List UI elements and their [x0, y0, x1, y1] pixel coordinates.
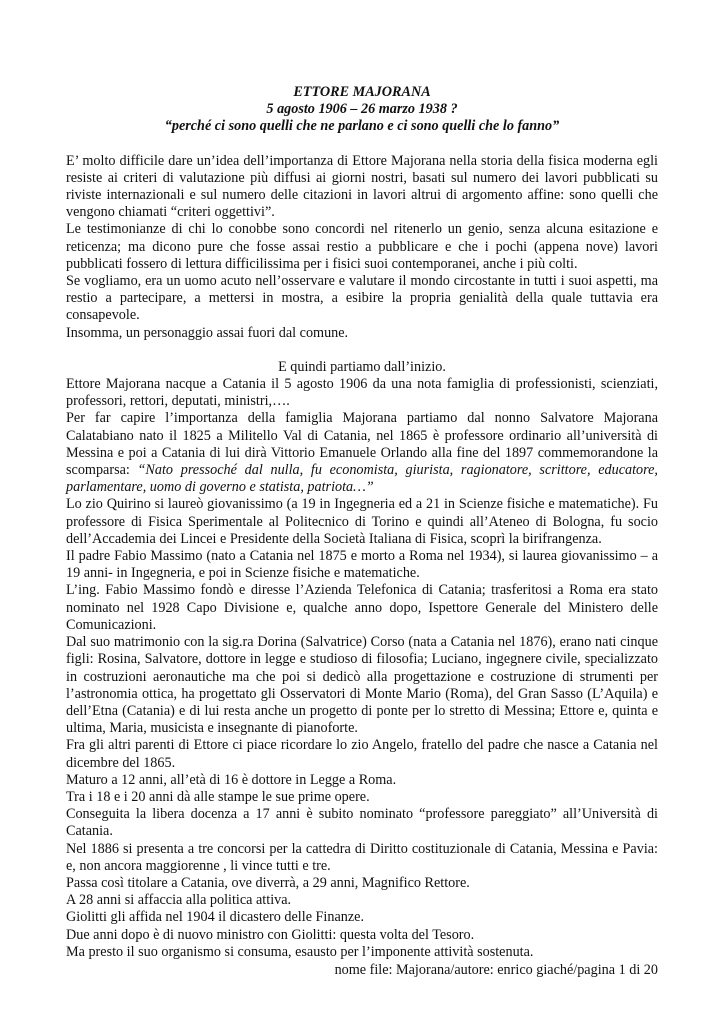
intro-paragraph: Se vogliamo, era un uomo acuto nell’osservare e valutare il mondo circostante in tutti i suoi aspetti, ma restio a partecipare, a mettersi in mostra, a esibire la propria genialità della quale tuttavia era consapevole.: [66, 273, 658, 324]
document-title: ETTORE MAJORANA: [293, 84, 431, 100]
body-text: Per far capire l’importanza della famiglia Majorana partiamo dal nonno Salvatore Majorana Calatabiano nato il 1825 a Militello Val di Catania, nel 1865 è professore ordinario all’università di Messina e poi a Catania di lui dirà Vittorio Emanuele Orlando alla fine del 1897 commemorandone la scomparsa:: [66, 410, 658, 479]
spacer: [66, 136, 658, 153]
body-paragraph: [66, 410, 658, 496]
spacer: [66, 342, 658, 359]
body-paragraph: Tra i 18 e i 20 anni dà alle stampe le sue prime opere.: [66, 788, 370, 805]
body-paragraph: Il padre Fabio Massimo (nato a Catania nel 1875 e morto a Roma nel 1934), si laurea giovanissimo – a 19 anni- in Ingegneria, e poi in Scienze fisiche e matematiche.: [66, 548, 658, 582]
document-page: [66, 84, 658, 961]
orlando-quote: “Nato pressoché dal nulla, fu economista, giurista, ragionatore, scrittore, educatore, parlamentare, uomo di governo e statista, patriota…”: [66, 462, 658, 496]
body-paragraph: Lo zio Quirino si laureò giovanissimo (a 19 in Ingegneria ed a 21 in Scienze fisiche e matematiche). Fu professore di Fisica Sperimentale al Politecnico di Torino e quindi all’Ateneo di Bologna, fu socio dell’Accademia dei Lincei e Presidente della Società Italiana di Fisica, scoprì la birifrangenza.: [66, 496, 658, 547]
body-paragraph: Giolitti gli affida nel 1904 il dicastero delle Finanze.: [66, 909, 364, 926]
intro-paragraph: E’ molto difficile dare un’idea dell’importanza di Ettore Majorana nella storia della fisica moderna egli resiste ai criteri di valutazione più diffusi ai giorni nostri, basati sul numero dei lavori pubblicati su riviste internazionali e sul numero delle citazioni in lavori altrui di argomento affine: sono quelli che vengono chiamati “criteri oggettivi”.: [66, 152, 658, 221]
body-paragraph: Conseguita la libera docenza a 17 anni è subito nominato “professore pareggiato” all’Università di Catania.: [66, 806, 658, 840]
body-paragraph: Ma presto il suo organismo si consuma, esausto per l’imponente attività sostenuta.: [66, 943, 534, 960]
page-footer: nome file: Majorana/autore: enrico giaché/pagina 1 di 20: [334, 962, 658, 978]
title-block: [66, 84, 658, 136]
title-dates: 5 agosto 1906 – 26 marzo 1938 ?: [266, 101, 458, 118]
body-paragraph: A 28 anni si affaccia alla politica attiva.: [66, 892, 292, 909]
body-paragraph: Nel 1886 si presenta a tre concorsi per la cattedra di Diritto costituzionale di Catania, Messina e Pavia: e, non ancora maggiorenne , li vince tutti e tre.: [66, 840, 658, 874]
body-paragraph: Maturo a 12 anni, all’età di 16 è dottore in Legge a Roma.: [66, 771, 397, 788]
body-paragraph: Passa così titolare a Catania, ove diverrà, a 29 anni, Magnifico Rettore.: [66, 874, 470, 891]
intro-paragraph: Insomma, un personaggio assai fuori dal comune.: [66, 324, 349, 341]
body-paragraph: Ettore Majorana nacque a Catania il 5 agosto 1906 da una nota famiglia di professionisti, scienziati, professori, rettori, deputati, ministri,….: [66, 376, 658, 410]
body-paragraph: Due anni dopo è di nuovo ministro con Giolitti: questa volta del Tesoro.: [66, 926, 475, 943]
intro-paragraph: Le testimonianze di chi lo conobbe sono concordi nel ritenerlo un genio, senza alcuna esitazione e reticenza; ma dicono pure che fosse assai restio a pubblicare e che i pochi (appena nove) lavori pubblicati fossero di lettura difficilissima per i fisici suoi contemporanei, anche i più colti.: [66, 221, 658, 272]
section-heading: E quindi partiamo dall’inizio.: [278, 358, 446, 375]
body-paragraph: L’ing. Fabio Massimo fondò e diresse l’Azienda Telefonica di Catania; trasferitosi a Roma era stato nominato nel 1928 Capo Divisione e, qualche anno dopo, Ispettore Generale del Ministero delle Comunicazioni.: [66, 582, 658, 633]
body-paragraph: Dal suo matrimonio con la sig.ra Dorina (Salvatrice) Corso (nata a Catania nel 1876), erano nati cinque figli: Rosina, Salvatore, dottore in legge e studioso di filosofia; Luciano, ingegnere civile, specializzato in costruzioni aeronautiche ma che poi si dedicò alla progettazione e costruzione di strumenti per l’astronomia ottica, ha progettato gli Osservatori di Monte Mario (Roma), del Gran Sasso (L’Aquila) e dell’Etna (Catania) e di lui resta anche un progetto di ponte per lo stretto di Messina; Ettore e, quinta e ultima, Maria, musicista e insegnante di pianoforte.: [66, 634, 658, 737]
title-subtitle: “perché ci sono quelli che ne parlano e ci sono quelli che lo fanno”: [164, 118, 560, 135]
body-paragraph: Fra gli altri parenti di Ettore ci piace ricordare lo zio Angelo, fratello del padre che nasce a Catania nel dicembre del 1865.: [66, 737, 658, 771]
